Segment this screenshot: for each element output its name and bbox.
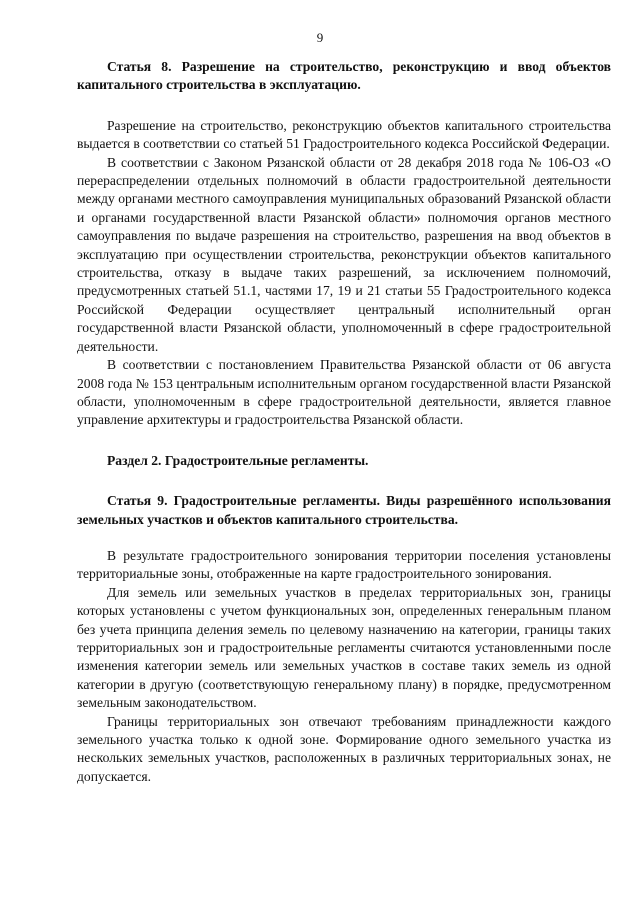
article-9-heading: Статья 9. Градостроительные регламенты. Виды разрешённого использования земельных участков и объектов капитального строительства. — [77, 493, 611, 527]
page-number: 9 — [316, 30, 324, 45]
article-8-heading: Статья 8. Разрешение на строительство, реконструкцию и ввод объектов капитального строительства в эксплуатацию. — [77, 59, 611, 93]
document-body — [77, 58, 611, 786]
paragraph: Разрешение на строительство, реконструкцию объектов капитального строительства выдается в соответствии со статьей 51 Градостроительного кодекса Российской Федерации. — [77, 117, 611, 152]
paragraph: Границы территориальных зон отвечают требованиям принадлежности каждого земельного участка только к одной зоне. Формирование одного земельного участка из нескольких земельных участков, расположенных в различных территориальных зонах, не допускается. — [77, 713, 611, 784]
paragraph: Для земель или земельных участков в пределах территориальных зон, границы которых установлены с учетом функциональных зон, определенных генеральным планом без учета принципа деления земель по целевому назначению на категории, границы таких территориальных зон и градостроительные регламенты считаются установленными после изменения категории земель или земельных участков в составе таких земель из одной категории в другую (соответствующую генеральному плану) в порядке, предусмотренном земельным законодательством. — [77, 584, 611, 711]
paragraph: В соответствии с Законом Рязанской области от 28 декабря 2018 года № 106-ОЗ «О перераспределении отдельных полномочий в области градостроительной деятельности между органами местного самоуправления муниципальных образований Рязанской области и органами государственной власти Рязанской области» полномочия органов местного самоуправления по выдаче разрешения на строительство, разрешения на ввод объектов в эксплуатацию при осуществлении строительства, реконструкции объектов капитального строительства, отказу в выдаче таких разрешений, за исключением полномочий, предусмотренных статьей 51.1, частями 17, 19 и 21 статьи 55 Градостроительного кодекса Российской Федерации осуществляет центральный исполнительный орган государственной власти Рязанской области, уполномоченный в сфере градостроительной деятельности. — [77, 154, 611, 354]
section-2-heading: Раздел 2. Градостроительные регламенты. — [107, 452, 369, 468]
paragraph: В результате градостроительного зонирования территории поселения установлены территориальные зоны, отображенные на карте градостроительного зонирования. — [77, 547, 611, 582]
paragraph: В соответствии с постановлением Правительства Рязанской области от 06 августа 2008 года № 153 центральным исполнительным органом государственной власти Рязанской области, уполномоченным в сфере градостроительной деятельности, является главное управление архитектуры и градостроительства Рязанской области. — [77, 357, 611, 428]
